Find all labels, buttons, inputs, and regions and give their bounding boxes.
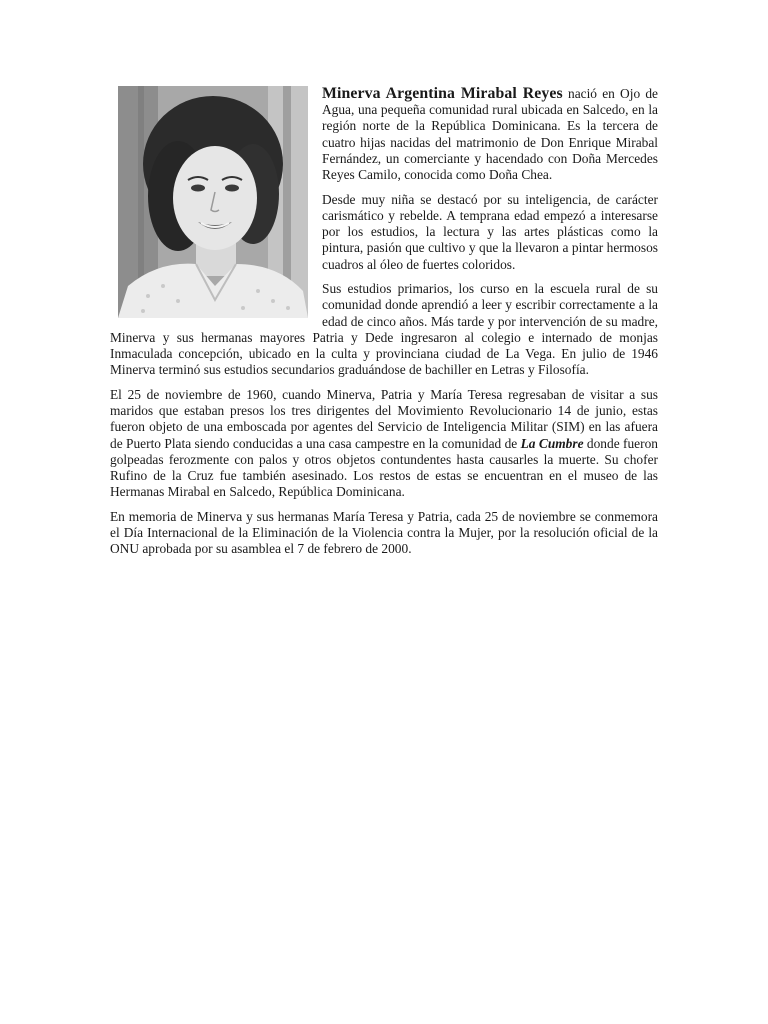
place-name: La Cumbre [520,435,584,451]
paragraph-childhood: Desde muy niña se destacó por su inteligencia, de carácter carismático y rebelde. A temprana edad empezó a interesarse por los estudios, la lectura y las artes plásticas como la pintura, pasión que cultivo y que la llevaron a pintar hermosos cuadros al óleo de fuertes coloridos. [322,191,658,272]
document-page [110,86,658,566]
subject-name: Minerva Argentina Mirabal Reyes [322,85,563,102]
paragraph-education: Sus estudios primarios, los curso en la escuela rural de su comunidad donde aprendió a leer y escribir correctamente a la edad de cinco años. Más tarde y por intervención de su madre, Minerva y sus hermanas mayores Patria y Dede ingresaron al colegio e internado de monjas Inmaculada concepción, ubicado en la culta y provinciana ciudad de La Vega. En julio de 1946 Minerva terminó sus estudios secundarios graduándose de bachiller en Letras y Filosofía. [110,281,658,378]
paragraph-intro-text: nació en Ojo de Agua, una pequeña comunidad rural ubicada en Salcedo, en la región norte de la República Dominicana. Es la tercera de cuatro hijas nacidas del matrimonio de Don Enrique Mirabal Fernández, un comerciante y hacendado con Doña Mercedes Reyes Camilo, conocida como Doña Chea. [322,86,658,183]
portrait-photo-drawing [118,86,308,318]
paragraph-death-text-a: El 25 de noviembre de 1960, cuando Minerva, Patria y María Teresa regresaban de visitar a sus maridos que estaban presos los tres dirigentes del Movimiento Revolucionario 14 de junio, estas fueron objeto de una emboscada por agentes del Servicio de Inteligencia Militar (SIM) en las afuera de Puerto Plata siendo conducidas a una casa campestre en la comunidad de [110,386,658,451]
paragraph-death-text-b: donde fueron golpeadas ferozmente con palos y otros objetos contundentes hasta causarles la muerte. Su chofer Rufino de la Cruz fue también asesinado. Los restos de estas se encuentran en el museo de las Hermanas Mirabal en Salcedo, República Dominicana. [110,435,658,500]
paragraph-death [110,387,658,500]
paragraph-memorial: En memoria de Minerva y sus hermanas María Teresa y Patria, cada 25 de noviembre se conmemora el Día Internacional de la Eliminación de la Violencia contra la Mujer, por la resolución oficial de la ONU aprobada por su asamblea el 7 de febrero de 2000. [110,508,658,557]
portrait-photo [118,86,308,318]
